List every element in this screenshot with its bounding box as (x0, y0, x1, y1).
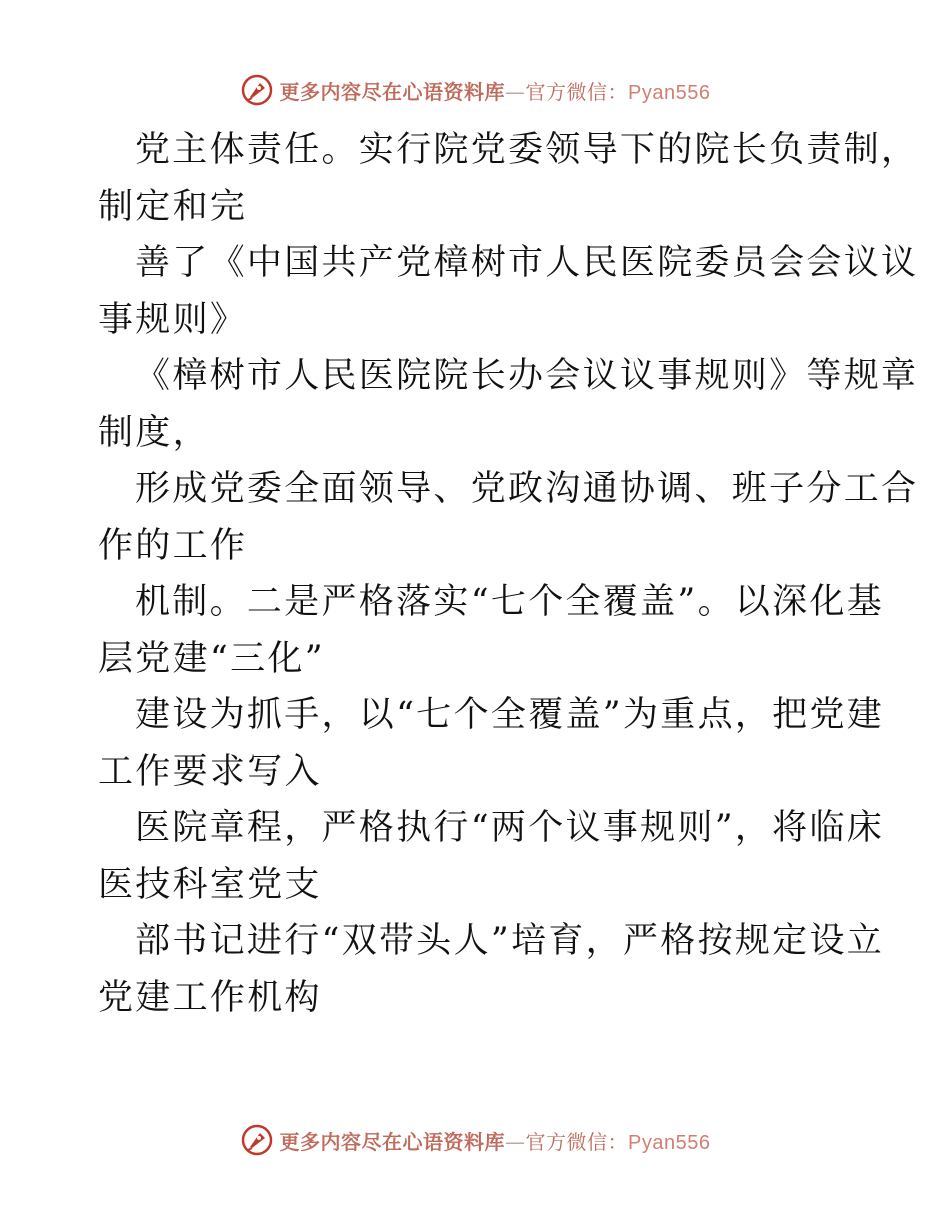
line-text: 部书记进行“双带头人”培育，严格按规定设立 (135, 921, 885, 961)
watermark-text (280, 76, 711, 105)
text-line (98, 913, 885, 970)
text-line (98, 687, 885, 744)
line-text: 机制。二是严格落实“七个全覆盖”。以深化基 (135, 582, 885, 622)
watermark-separator: — (505, 79, 526, 104)
watermark-brand: 更多内容尽在心语资料库 (279, 79, 506, 104)
line-text: 党建工作机构 (98, 977, 322, 1018)
text-line (98, 292, 858, 349)
line-text: 医技科室党支 (98, 864, 322, 905)
text-line (98, 518, 858, 575)
text-line (98, 574, 885, 631)
pen-nib-logo-icon (240, 73, 274, 107)
watermark-wechat-id: Pyan556 (628, 81, 711, 104)
line-text: 党主体责任。实行院党委领导下的院长负责制， (135, 130, 919, 170)
line-text: 《樟树市人民医院院长办会议议事规则》等规章 (135, 356, 919, 396)
text-line (98, 744, 858, 801)
line-text: 制度， (98, 412, 210, 453)
line-text: 事规则》 (98, 299, 248, 340)
line-text: 善了《中国共产党樟树市人民医院委员会会议议 (135, 243, 919, 283)
text-line (98, 405, 858, 462)
watermark-brand: 更多内容尽在心语资料库 (279, 1129, 506, 1154)
line-text: 形成党委全面领导、党政沟通协调、班子分工合 (135, 469, 919, 509)
text-line (98, 970, 858, 1027)
footer-watermark (0, 1120, 950, 1160)
line-text: 作的工作 (98, 525, 248, 566)
text-line (98, 179, 858, 236)
text-line (98, 857, 858, 914)
text-line (98, 348, 919, 405)
text-line (98, 122, 919, 179)
text-line (98, 235, 919, 292)
text-line (98, 631, 858, 688)
watermark-wechat-label: 官方微信： (525, 79, 629, 104)
line-text: 医院章程，严格执行“两个议事规则”，将临床 (135, 808, 885, 848)
watermark-text (280, 1126, 711, 1155)
line-text: 建设为抓手，以“七个全覆盖”为重点，把党建 (135, 695, 885, 735)
text-line (98, 461, 919, 518)
text-line (98, 800, 885, 857)
watermark-wechat-label: 官方微信： (525, 1129, 629, 1154)
document-body (98, 122, 919, 1026)
line-text: 工作要求写入 (98, 751, 322, 792)
line-text: 层党建“三化” (98, 638, 325, 679)
watermark-wechat-id: Pyan556 (628, 1131, 711, 1154)
pen-nib-logo-icon (240, 1123, 274, 1157)
header-watermark (0, 70, 950, 110)
line-text: 制定和完 (98, 186, 248, 227)
watermark-separator: — (505, 1129, 526, 1154)
